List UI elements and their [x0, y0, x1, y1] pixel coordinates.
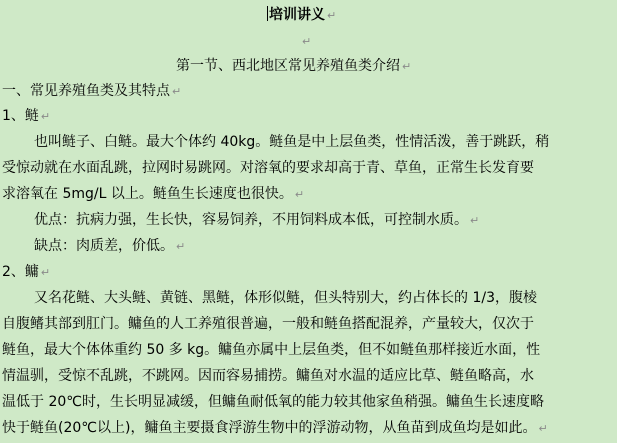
fish-1-text-line: [34, 133, 549, 151]
section-title: 第一节、西北地区常见养殖鱼类介绍: [176, 58, 400, 74]
fish-2-text: 情温驯，受惊不乱跳，不跳网。因而容易捕捞。鳙鱼对水温的适应比草、鲢鱼略高，水: [2, 368, 534, 384]
fish-2-text-line: [2, 393, 544, 411]
paragraph-mark-icon: ↵: [40, 110, 51, 123]
fish-2-text-line: [2, 341, 540, 359]
paragraph-mark-icon: ↵: [176, 240, 186, 253]
fish-1-text: 求溶氧在 5mg/L 以上。鲢鱼生长速度也很快。: [2, 186, 293, 202]
doc-title-line: [267, 6, 336, 25]
paragraph-mark-icon: ↵: [402, 60, 412, 73]
fish-1-heading-line: [2, 107, 50, 126]
fish-1-text: 受惊动就在水面乱跳，拉网时易跳网。对溶氧的要求却高于青、草鱼，正常生长发育要: [2, 160, 534, 176]
paragraph-mark-icon: ↵: [538, 422, 548, 435]
fish-2-text-line: [2, 419, 548, 438]
fish-2-text: 自腹鳍其部到肛门。鳙鱼的人工养殖很普遍，一般和鲢鱼搭配混养，产量较大，仅次于: [2, 316, 534, 332]
fish-1-name: 1、鲢: [2, 108, 39, 124]
paragraph-mark-icon: ↵: [327, 9, 337, 22]
heading-1: 一、常见养殖鱼类及其特点: [2, 83, 170, 99]
paragraph-mark-icon: ↵: [40, 266, 51, 279]
paragraph-mark-icon: ↵: [470, 214, 480, 227]
fish-1-text: 也叫鲢子、白鲢。最大个体约 40kg。鲢鱼是中上层鱼类，性情活泼，善于跳跃，稍: [34, 134, 550, 150]
fish-2-text-line: [2, 315, 534, 333]
text-cursor: [267, 6, 268, 21]
fish-1-pros-line: [34, 211, 479, 230]
fish-1-text-line: [2, 185, 304, 204]
empty-paragraph: [300, 32, 311, 51]
fish-2-text: 温低于 20℃时，生长明显减缓，但鳙鱼耐低氧的能力较其他家鱼稍强。鳙鱼生长速度略: [2, 394, 544, 410]
fish-1-text-line: [2, 159, 534, 177]
fish-1-cons-line: [34, 237, 185, 256]
fish-2-text: 快于鲢鱼(20℃以上)，鳙鱼主要摄食浮游生物中的浮游动物，从鱼苗到成鱼均是如此。: [2, 420, 537, 436]
fish-2-text: 鲢鱼，最大个体体重约 50 多 kg。鳙鱼亦属中上层鱼类，但不如鲢鱼那样接近水面，性: [2, 342, 541, 358]
fish-1-cons: 缺点：肉质差，价低。: [34, 238, 174, 254]
doc-title: 培训讲义: [269, 7, 325, 23]
fish-2-heading-line: [2, 263, 50, 282]
heading-1-line: [2, 82, 181, 101]
paragraph-mark-icon: ↵: [172, 85, 182, 98]
fish-2-name: 2、鳙: [2, 264, 39, 280]
fish-2-text-line: [2, 367, 534, 385]
fish-1-pros: 优点：抗病力强，生长快，容易饲养，不用饲料成本低，可控制水质。: [34, 212, 468, 228]
fish-2-text: 又名花鲢、大头鲢、黄链、黑鲢，体形似鲢，但头特别大，约占体长的 1/3，腹棱: [34, 290, 537, 306]
fish-2-text-line: [34, 289, 537, 307]
paragraph-mark-icon: ↵: [294, 188, 305, 201]
paragraph-mark-icon: ↵: [302, 35, 312, 48]
section-title-line: [176, 57, 411, 76]
